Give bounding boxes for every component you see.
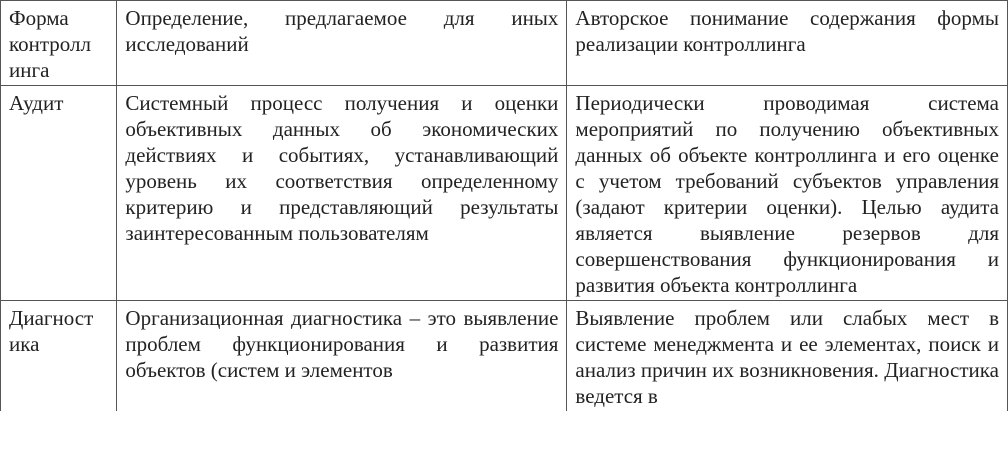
header-definition-text: Определение, предлагаемое для иных исследований xyxy=(125,6,559,56)
row-form-cell xyxy=(1,301,117,412)
row-author-text: Выявление проблем или слабых мест в системе менеджмента и ее элементах, поиск и анализ причин их возникновения. Диагностика ведется в xyxy=(575,306,999,408)
row-definition-cell xyxy=(117,86,567,301)
row-definition-text: Организационная диагностика – это выявление проблем функционирования и развития объектов (систем и элементов xyxy=(125,306,559,382)
row-form-text: Аудит xyxy=(9,91,64,115)
table-row xyxy=(1,86,1008,301)
row-form-text: Диагност ика xyxy=(9,306,94,356)
row-author-cell xyxy=(567,301,1008,412)
header-author-cell xyxy=(567,1,1008,86)
table-header-row xyxy=(1,1,1008,86)
row-author-text: Периодически проводимая система мероприятий по получению объективных данных об объекте контроллинга и его оценке с учетом требований субъектов управления (задают критерии оценки). Целью аудита является выявление резервов для совершенствования функционирования и развития объекта контроллинга xyxy=(575,91,999,297)
row-definition-text: Системный процесс получения и оценки объективных данных об экономических действиях и событиях, устанавливающий уровень их соответствия определенному критерию и представляющий результаты заинтересованным пользователям xyxy=(125,91,559,245)
row-form-cell xyxy=(1,86,117,301)
header-definition-cell xyxy=(117,1,567,86)
row-author-cell xyxy=(567,86,1008,301)
row-definition-cell xyxy=(117,301,567,412)
header-form-text: Форма контролл инга xyxy=(9,6,91,82)
table-row xyxy=(1,301,1008,412)
header-author-text: Авторское понимание содержания формы реализации контроллинга xyxy=(575,6,999,56)
header-form-cell xyxy=(1,1,117,86)
